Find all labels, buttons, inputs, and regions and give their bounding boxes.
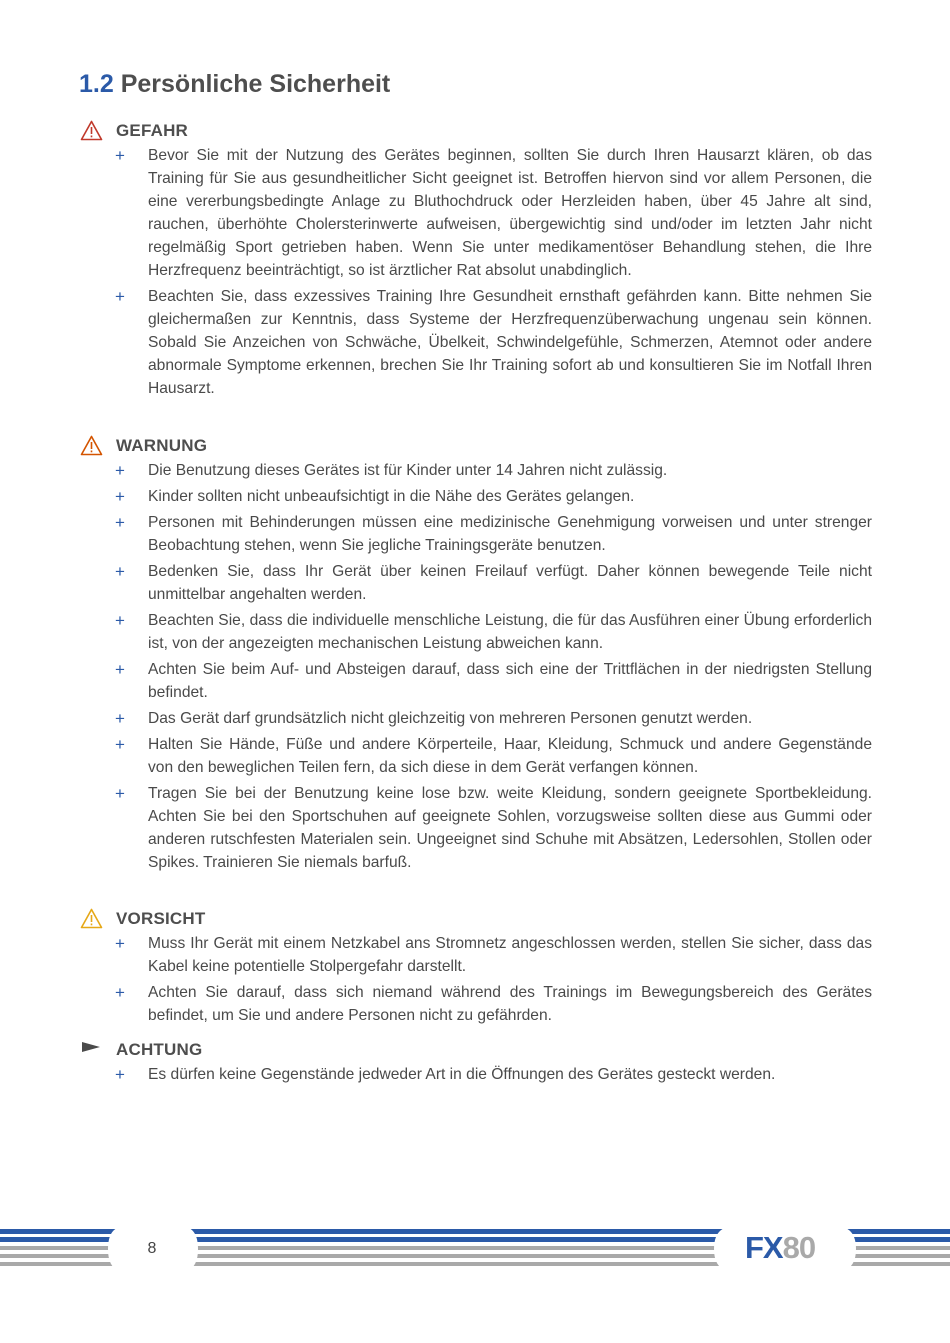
list-item — [0, 560, 950, 606]
item-text: Personen mit Behinderungen müssen eine medizinische Genehmigung vorweisen und unter strenger Beobachtung stehen, wenn Sie jegliche Trainingsgeräte benutzen. — [148, 514, 872, 554]
brand-logo — [745, 1230, 815, 1266]
plus-bullet: + — [115, 983, 125, 1002]
flag-pointer-icon — [80, 1039, 103, 1060]
list-item — [0, 981, 950, 1027]
page-number: 8 — [147, 1240, 157, 1257]
heading-number: 1.2 — [79, 70, 114, 98]
section-achtung — [0, 1039, 950, 1089]
list-item — [0, 707, 950, 730]
section-title: ACHTUNG — [116, 1040, 203, 1059]
item-text: Beachten Sie, dass die individuelle menschliche Leistung, die für das Ausführen einer Übung erforderlich ist, von der angezeigten mechanischen Leistung abweichen kann. — [148, 612, 872, 652]
plus-bullet: + — [115, 146, 125, 165]
item-text: Achten Sie darauf, dass sich niemand während des Trainings im Bewegungsbereich des Gerätes befindet, um Sie und andere Personen nicht zu gefährden. — [148, 984, 872, 1024]
item-text: Tragen Sie bei der Benutzung keine lose bzw. weite Kleidung, sondern geeignete Sportbekleidung. Achten Sie bei den Sportschuhen auf geeignete Sohlen, vorzugsweise sollten diese aus Gummi oder anderen rutschfesten Materialen sein. Ungeeignet sind Schuhe mit Absätzen, Ledersohlen, Stollen oder Spikes. Trainieren Sie niemals barfuß. — [148, 785, 872, 871]
item-text: Bevor Sie mit der Nutzung des Gerätes beginnen, sollten Sie durch Ihren Hausarzt klären, ob das Training für Sie aus gesundheitlicher Sicht geeignet ist. Betroffen hiervon sind vor allem Personen, die eine vererbungsbedingte Anlage zu Bluthochdruck oder Herzleiden haben, über 45 Jahre alt sind, rauchen, überhöhte Cholersterinwerte aufweisen, übergewichtig sind und/oder im letzten Jahr nicht regelmäßig Sport getrieben haben. Wenn Sie unter medikamentöser Behandlung stehen, die Ihre Herzfrequenz beeinträchtigt, so ist ärztlicher Rat absolut unabdinglich. — [148, 147, 872, 279]
plus-bullet: + — [115, 513, 125, 532]
list-item — [0, 609, 950, 655]
plus-bullet: + — [115, 660, 125, 679]
item-text: Es dürfen keine Gegenstände jedweder Art in die Öffnungen des Gerätes gesteckt werden. — [148, 1066, 776, 1083]
item-text: Bedenken Sie, dass Ihr Gerät über keinen Freilauf verfügt. Daher können bewegende Teile nicht unmittelbar angehalten werden. — [148, 563, 872, 603]
item-text: Das Gerät darf grundsätzlich nicht gleichzeitig von mehreren Personen genutzt werden. — [148, 710, 753, 727]
warning-triangle-red-icon — [80, 120, 103, 141]
list-item — [0, 932, 950, 978]
plus-bullet: + — [115, 562, 125, 581]
logo-prefix: FX — [745, 1230, 783, 1265]
section-gefahr — [0, 120, 950, 403]
warning-triangle-orange-icon — [80, 435, 103, 456]
item-text: Halten Sie Hände, Füße und andere Körperteile, Haar, Kleidung, Schmuck und andere Gegenstände von den beweglichen Teilen fern, da sich diese in dem Gerät verfangen können. — [148, 736, 872, 776]
list-item — [0, 733, 950, 779]
section-title: VORSICHT — [116, 909, 206, 928]
section-warnung — [0, 435, 950, 877]
logo-number: 80 — [782, 1230, 816, 1265]
plus-bullet: + — [115, 611, 125, 630]
plus-bullet: + — [115, 487, 125, 506]
plus-bullet: + — [115, 784, 125, 803]
item-text: Beachten Sie, dass exzessives Training Ihre Gesundheit ernsthaft gefährden kann. Bitte nehmen Sie gleichermaßen zur Kenntnis, dass Systeme der Herzfrequenzüberwachung ungenau sein können. Sobald Sie Anzeichen von Schwäche, Übelkeit, Schwindelgefühle, Schmerzen, Atemnot oder andere abnormale Symptome erkennen, brechen Sie Ihr Training sofort ab und konsultieren Sie im Notfall Ihren Hausarzt. — [148, 288, 872, 397]
plus-bullet: + — [115, 735, 125, 754]
list-item — [0, 658, 950, 704]
section-title: WARNUNG — [116, 436, 208, 455]
list-item — [0, 1063, 950, 1086]
plus-bullet: + — [115, 709, 125, 728]
list-item — [0, 485, 950, 508]
list-item — [0, 285, 950, 400]
list-item — [0, 511, 950, 557]
list-item — [0, 144, 950, 282]
plus-bullet: + — [115, 934, 125, 953]
plus-bullet: + — [115, 461, 125, 480]
item-text: Achten Sie beim Auf- und Absteigen darauf, dass sich eine der Trittflächen in der niedrigsten Stellung befindet. — [148, 661, 872, 701]
plus-bullet: + — [115, 1065, 125, 1084]
heading-title: Persönliche Sicherheit — [120, 70, 391, 98]
item-text: Kinder sollten nicht unbeaufsichtigt in die Nähe des Gerätes gelangen. — [148, 488, 635, 505]
section-title: GEFAHR — [116, 121, 189, 140]
list-item — [0, 459, 950, 482]
page-heading — [79, 70, 390, 99]
item-text: Die Benutzung dieses Gerätes ist für Kinder unter 14 Jahren nicht zulässig. — [148, 462, 668, 479]
list-item — [0, 782, 950, 874]
plus-bullet: + — [115, 287, 125, 306]
warning-triangle-yellow-icon — [80, 908, 103, 929]
section-vorsicht — [0, 908, 950, 1030]
item-text: Muss Ihr Gerät mit einem Netzkabel ans Stromnetz angeschlossen werden, stellen Sie sicher, dass das Kabel keine potentielle Stolpergefahr darstellt. — [148, 935, 872, 975]
